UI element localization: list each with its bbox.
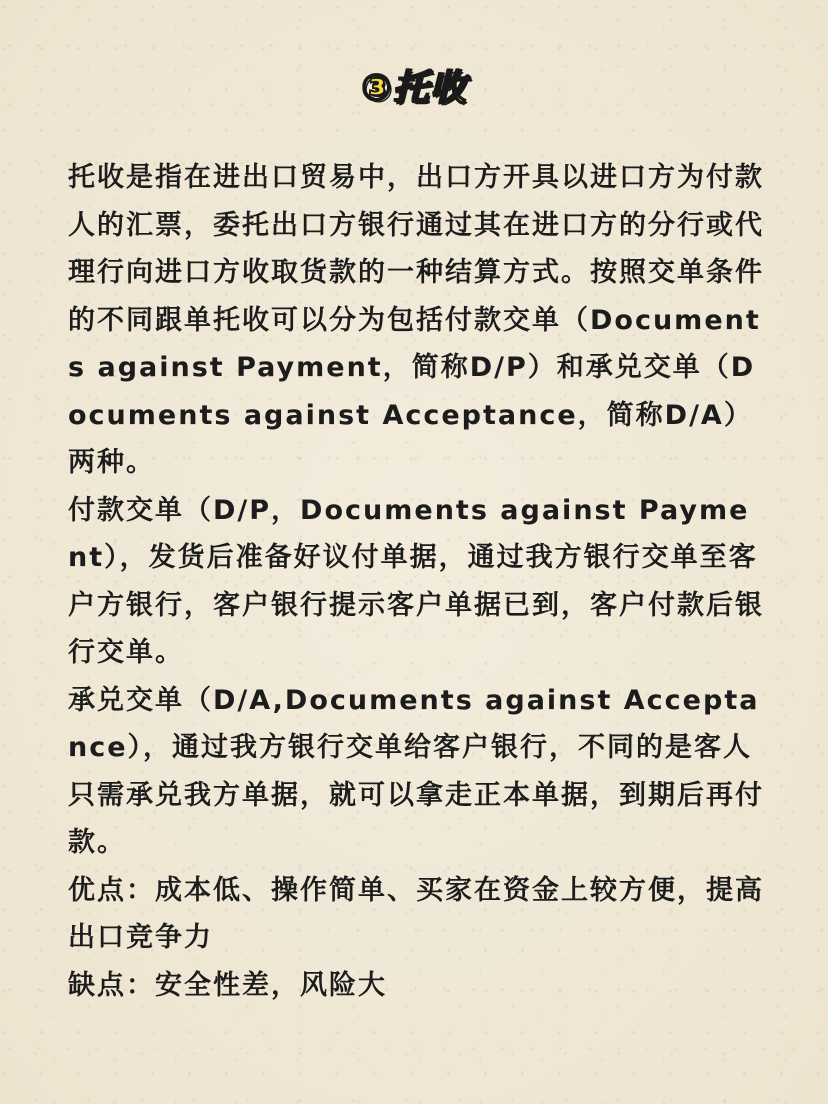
paragraph-advantages: 优点：成本低、操作简单、买家在资金上较方便，提高出口竞争力: [68, 874, 764, 953]
article-body: [68, 154, 768, 1009]
paragraph-dp: 付款交单（D/P，Documents against Payment），发货后准备好议付单据，通过我方银行交单至客户方银行，客户银行提示客户单据已到，客户付款后银行交单。: [68, 494, 764, 668]
paragraph-intro: 托收是指在进出口贸易中，出口方开具以进口方为付款人的汇票，委托出口方银行通过其在进口方的分行或代理行向进口方收取货款的一种结算方式。按照交单条件的不同跟单托收可以分为包括付款交单（Documents against Payment，简称D/P）和承兑交单（Documents against Acceptance，简称D/A）两种。: [68, 162, 764, 478]
paragraph-disadvantages: 缺点：安全性差，风险大: [68, 969, 387, 1001]
paragraph-da: 承兑交单（D/A,Documents against Acceptance），通过我方银行交单给客户银行，不同的是客人只需承兑我方单据，就可以拿走正本单据，到期后再付款。: [68, 684, 764, 858]
page-title: ③托收: [361, 68, 467, 109]
